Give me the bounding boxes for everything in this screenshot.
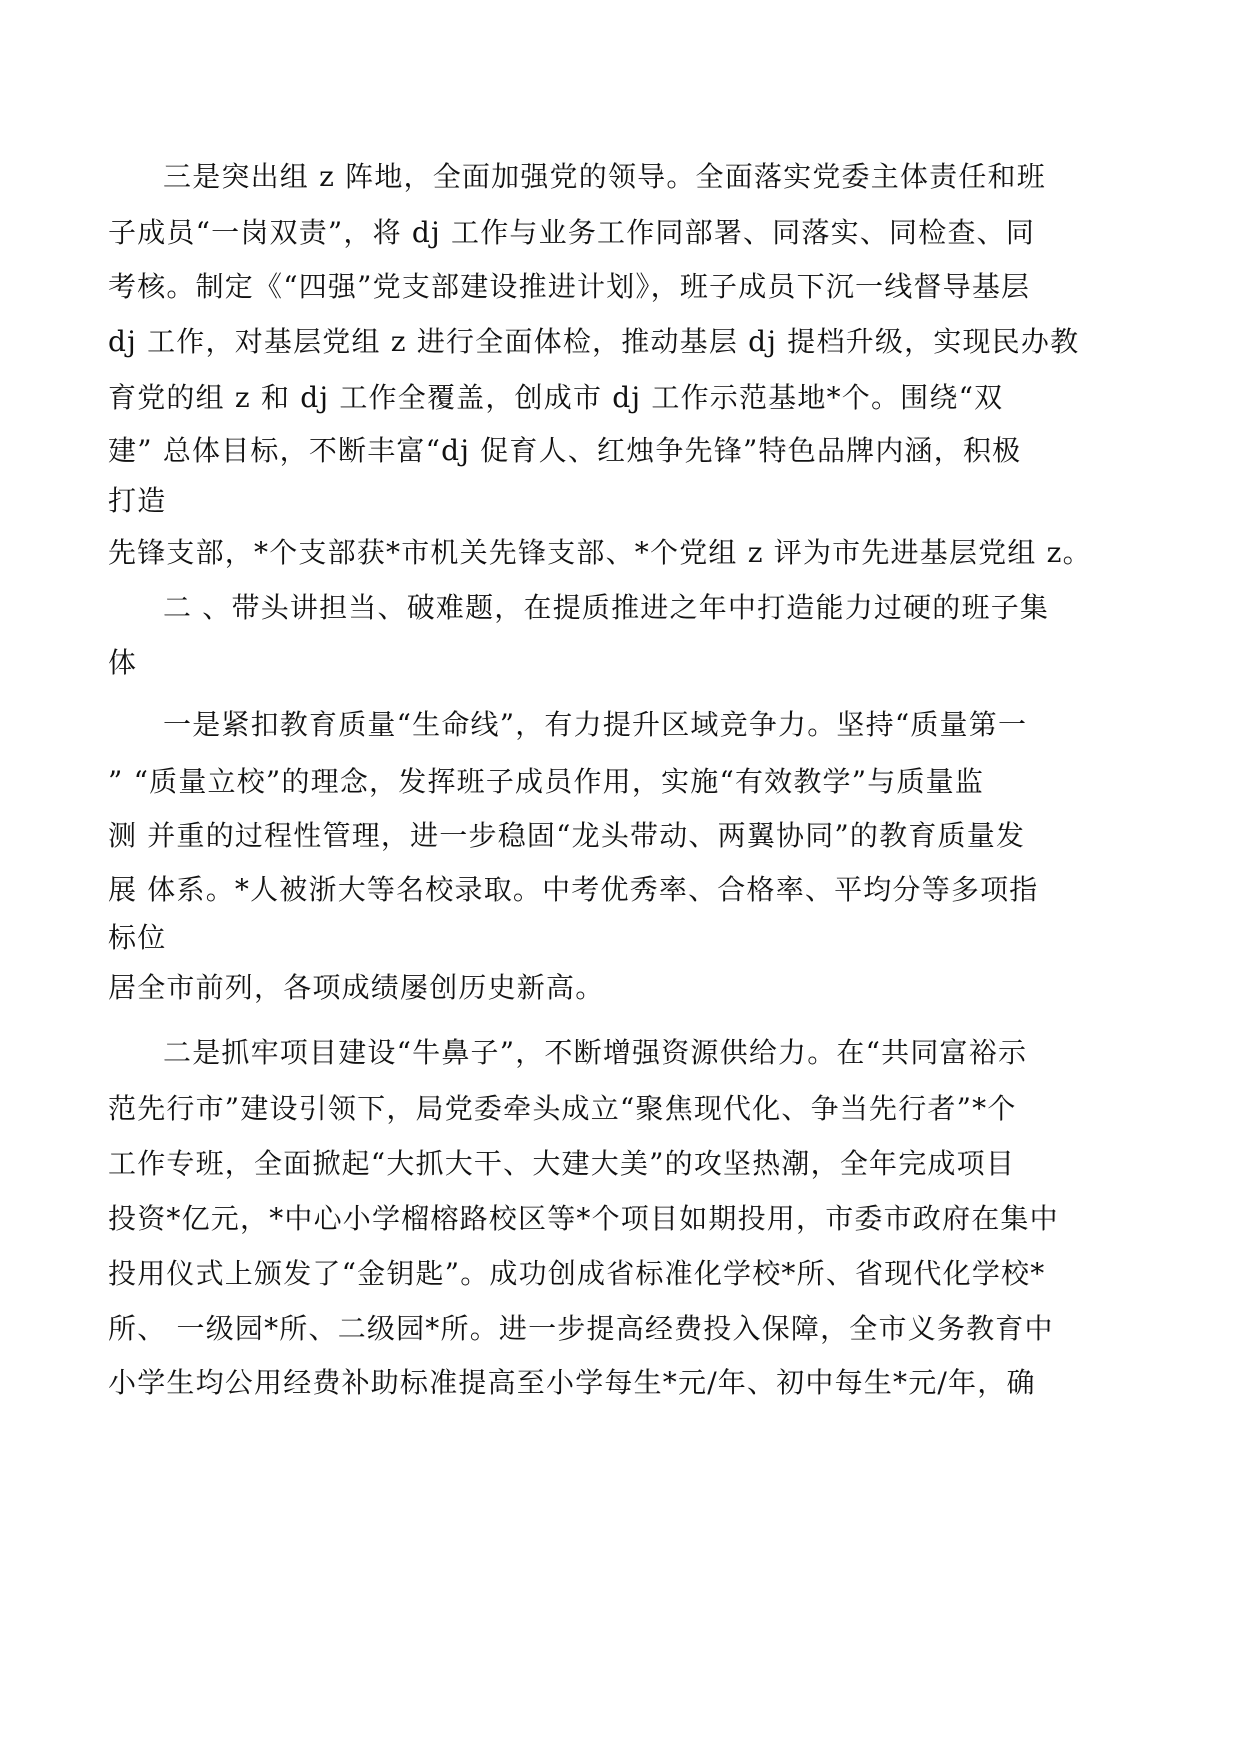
text-line: 建” 总体目标，不断丰富“dj 促育人、红烛争先锋”特色品牌内涵，积极	[108, 434, 1022, 467]
section-heading: 体	[108, 646, 138, 679]
section-heading: 二 、带头讲担当、破难题，在提质推进之年中打造能力过硬的班子集	[163, 591, 1050, 624]
text-line: dj 工作，对基层党组 z 进行全面体检，推动基层 dj 提档升级，实现民办教	[108, 325, 1080, 358]
text-line: 子成员“一岗双责”，将 dj 工作与业务工作同部署、同落实、同检查、同	[108, 216, 1036, 249]
text-line: 所、 一级园*所、二级园*所。进一步提高经费投入保障，全市义务教育中	[108, 1312, 1054, 1345]
text-line: 育党的组 z 和 dj 工作全覆盖，创成市 dj 工作示范基地*个。围绕“双	[108, 381, 1004, 414]
text-line: 小学生均公用经费补助标准提高至小学每生*元/年、初中每生*元/年，确	[108, 1366, 1036, 1399]
text-line: 标位	[108, 921, 167, 954]
text-line: 范先行市”建设引领下，局党委牵头成立“聚焦现代化、争当先行者”*个	[108, 1092, 1017, 1125]
text-line: 居全市前列，各项成绩屡创历史新高。	[108, 971, 605, 1004]
text-line: 三是突出组 z 阵地，全面加强党的领导。全面落实党委主体责任和班	[163, 160, 1046, 193]
text-line: 一是紧扣教育质量“生命线”，有力提升区域竞争力。坚持“质量第一	[163, 708, 1028, 741]
text-line: 打造	[108, 484, 167, 517]
text-line: 测 并重的过程性管理，进一步稳固“龙头带动、两翼协同”的教育质量发	[108, 819, 1026, 852]
text-line: 投用仪式上颁发了“金钥匙”。成功创成省标准化学校*所、省现代化学校*	[108, 1257, 1046, 1290]
text-line: 二是抓牢项目建设“牛鼻子”，不断增强资源供给力。在“共同富裕示	[163, 1036, 1028, 1069]
text-line: 投资*亿元，*中心小学榴榕路校区等*个项目如期投用，市委市政府在集中	[108, 1202, 1059, 1235]
text-line: 工作专班，全面掀起“大抓大干、大建大美”的攻坚热潮，全年完成项目	[108, 1147, 1016, 1180]
text-line: 考核。制定《“四强”党支部建设推进计划》，班子成员下沉一线督导基层	[108, 270, 1031, 303]
text-line: ” “质量立校”的理念，发挥班子成员作用，实施“有效教学”与质量监	[108, 765, 985, 798]
text-line: 先锋支部，*个支部获*市机关先锋支部、*个党组 z 评为市先进基层党组 z。	[108, 536, 1092, 569]
text-line: 展 体系。*人被浙大等名校录取。中考优秀率、合格率、平均分等多项指	[108, 873, 1039, 906]
